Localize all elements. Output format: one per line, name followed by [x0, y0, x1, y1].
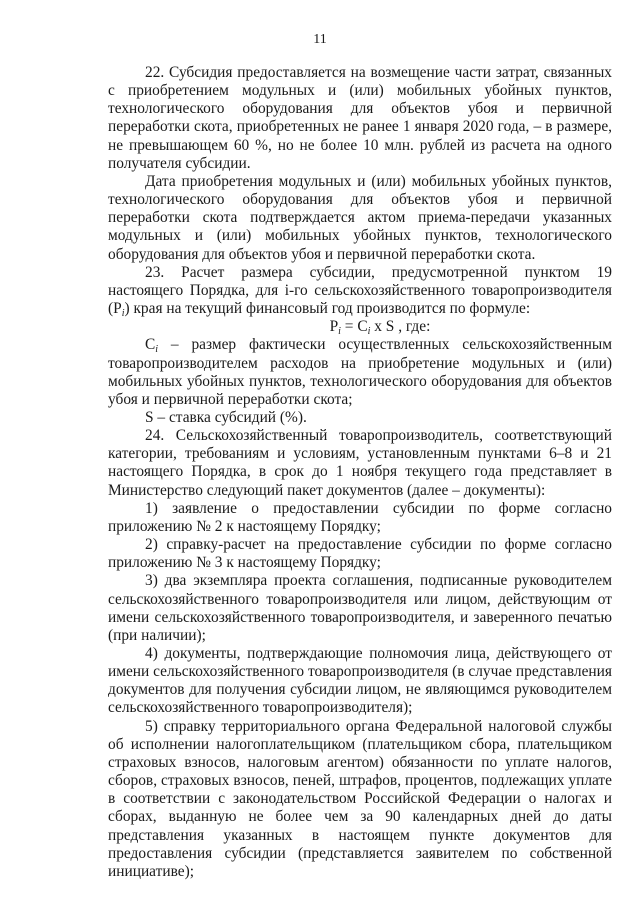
paragraph-24: 24. Сельскохозяйственный товаропроизводитель, соответствующий категории, требованиям и условиям, установленным пунктами 6–8 и 21 настоящего Порядка, в срок до 1 ноября текущего года представляет в Министерство следующий пакет документов (далее – документы): — [108, 427, 612, 499]
definition-s: S – ставка субсидий (%). — [145, 408, 307, 426]
formula-lhs-subscript: i — [338, 326, 341, 338]
definition-ci-symbol: C — [145, 336, 156, 354]
formula-rest: x S , где: — [370, 318, 431, 336]
paragraph-23 — [108, 264, 612, 318]
paragraph-23-end: ) края на текущий финансовый год производится по формуле: — [124, 300, 531, 318]
paragraph-23-subscript: i — [121, 308, 125, 320]
list-item-2: 2) справку-расчет на предоставление субсидии по форме согласно приложению № 3 к настоящему Порядку; — [108, 536, 612, 572]
formula-lhs: P — [329, 318, 339, 336]
paragraph-23-start: 23. Расчет размера субсидии, предусмотренной пунктом 19 настоящего Порядка, для i-го сельскохозяйственного товаропроизводителя (P — [108, 263, 612, 318]
list-item-1: 1) заявление о предоставлении субсидии по форме согласно приложению № 2 к настоящему Порядку; — [108, 499, 612, 535]
document-body — [108, 64, 612, 881]
formula-equals: = — [340, 318, 358, 336]
formula-c: C — [357, 318, 368, 336]
paragraph-22: 22. Субсидия предоставляется на возмещение части затрат, связанных с приобретением модульных и (или) мобильных убойных пунктов, технологического оборудования для объектов убоя и первичной переработки скота, приобретенных не ранее 1 января 2020 года, – в размере, не превышающем 60 %, но не более 10 млн. рублей из расчета на одного получателя субсидии. — [108, 64, 612, 172]
definition-ci-text: – размер фактически осуществленных сельскохозяйственным товаропроизводителем расходов на приобретение модульных и (или) мобильных убойных пунктов, технологического оборудования для объектов убоя и первичной переработки скота; — [108, 336, 612, 408]
paragraph-22-purchase-date: Дата приобретения модульных и (или) мобильных убойных пунктов, технологического оборудования для объектов убоя и первичной переработки скота подтверждается актом приема-передачи указанных модульных и (или) мобильных убойных пунктов, технологического оборудования для объектов убоя и первичной переработки скота. — [108, 172, 612, 263]
page-number: 11 — [313, 32, 327, 47]
formula-c-subscript: i — [367, 326, 371, 338]
definition-ci — [108, 336, 612, 409]
definition-ci-subscript: i — [155, 344, 159, 356]
list-item-4: 4) документы, подтверждающие полномочия лица, действующего от имени сельскохозяйственного товаропроизводителя (в случае представления документов для получения субсидии лицом, не являющимся руководителем сельскохозяйственного товаропроизводителя); — [108, 645, 612, 717]
list-item-3: 3) два экземпляра проекта соглашения, подписанные руководителем сельскохозяйственного товаропроизводителя или лицом, действующим от имени сельскохозяйственного товаропроизводителя, и заверенного печатью (при наличии); — [108, 572, 612, 644]
subsidy-formula — [108, 318, 612, 336]
list-item-5: 5) справку территориального органа Федеральной налоговой службы об исполнении налогоплательщиком (плательщиком сбора, плательщиком страховых взносов, налоговым агентом) обязанности по уплате налогов, сборов, страховых взносов, пеней, штрафов, процентов, подлежащих уплате в соответствии с законодательством Российской Федерации о налогах и сборах, выданную не более чем за 90 календарных дней до даты представления указанных в настоящем пункте документов для предоставления субсидии (представляется заявителем по собственной инициативе); — [108, 717, 612, 880]
